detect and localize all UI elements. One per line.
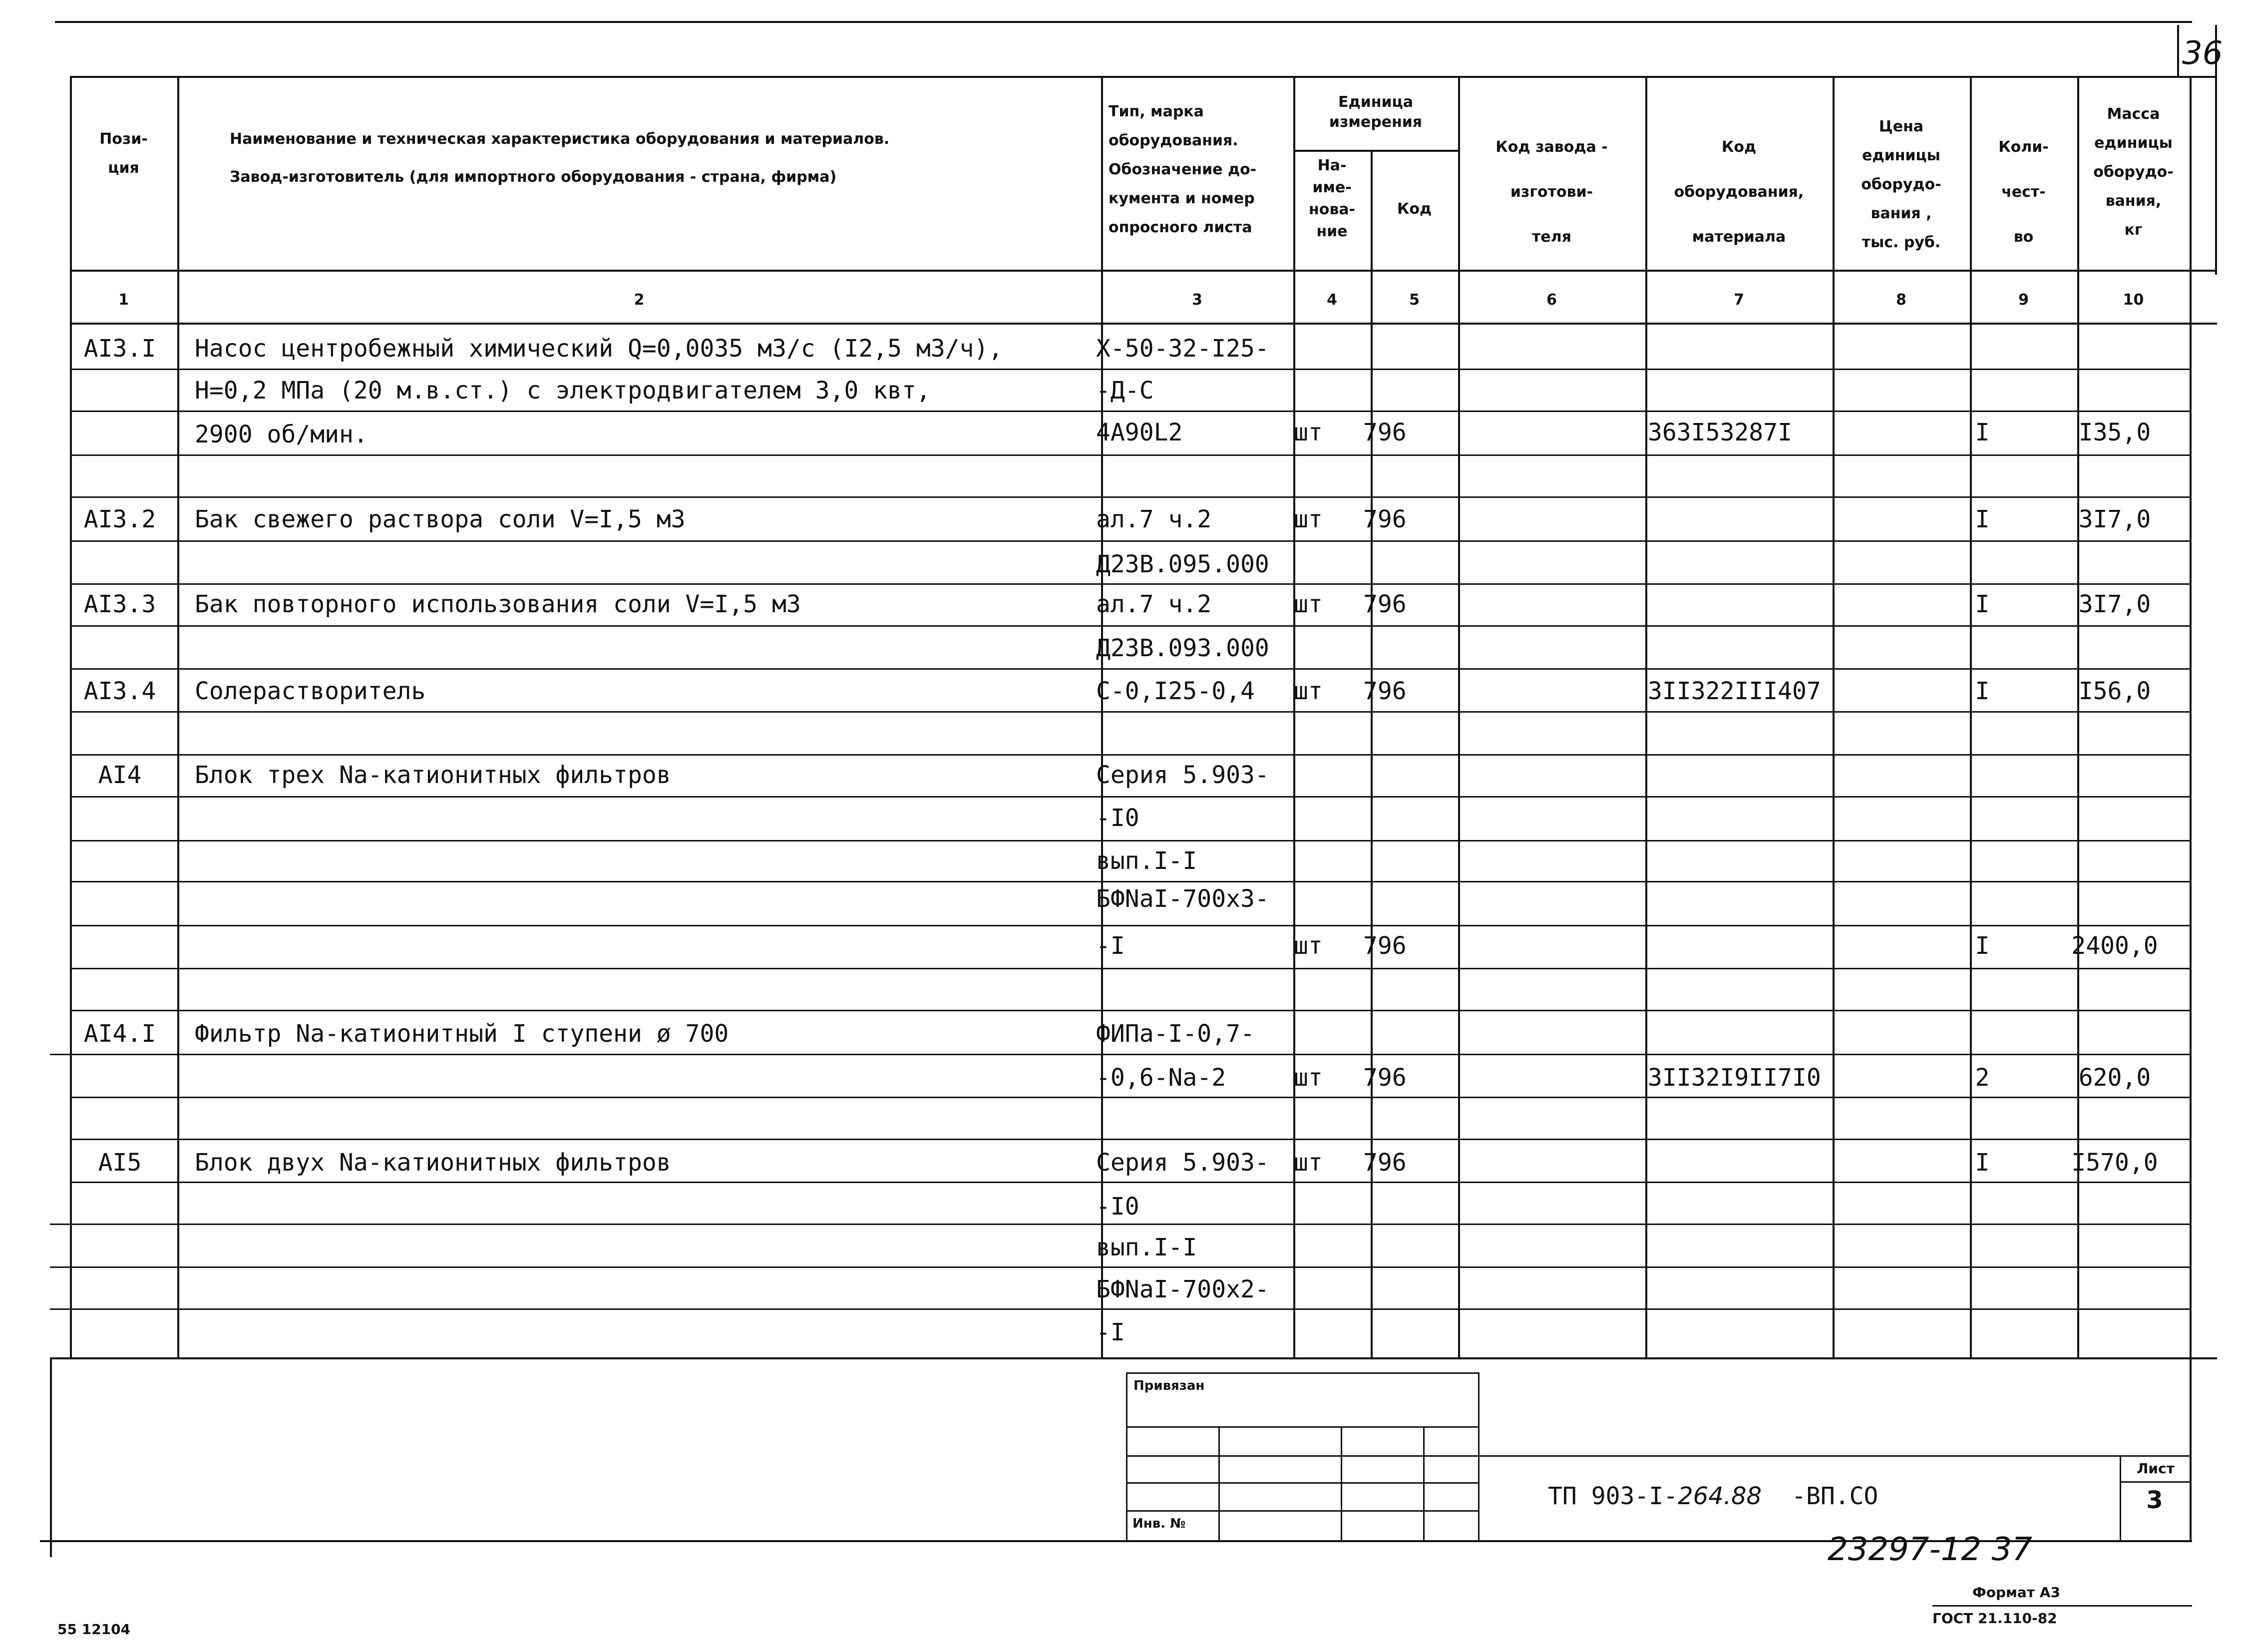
row-equipment-code: 3II32I9II7I0 — [1648, 1064, 1821, 1092]
row-equipment-code: 363I53287I — [1648, 418, 1792, 446]
row-unit-code: 796 — [1363, 590, 1407, 618]
row-name: Бак свежего раствора соли V=I,5 м3 — [195, 505, 686, 533]
sheet-mark: 36 — [2182, 35, 2223, 72]
frame-top-line — [70, 76, 2217, 78]
row-type: Х-50-32-I25- — [1096, 335, 1269, 363]
row-line — [70, 454, 2190, 456]
frame-stub — [50, 1357, 70, 1359]
sheet-number: 3 — [2146, 1486, 2163, 1514]
row-line — [70, 496, 2190, 498]
row-mass: I570,0 — [2071, 1149, 2158, 1177]
row-mass: 3I7,0 — [2078, 590, 2151, 618]
row-quantity: 2 — [1975, 1064, 1990, 1092]
column-number: 4 — [1327, 291, 1337, 309]
row-line — [70, 668, 2190, 670]
col-divider — [177, 76, 179, 1359]
row-line — [70, 583, 2190, 585]
column-number: 1 — [118, 291, 129, 309]
row-unit-code: 796 — [1363, 932, 1407, 960]
row-position: AI5 — [98, 1149, 142, 1177]
row-type: С-0,I25-0,4 — [1096, 677, 1255, 705]
row-type: вып.I-I — [1096, 847, 1197, 875]
row-type: -I — [1096, 1318, 1125, 1346]
row-name: 2900 об/мин. — [195, 420, 368, 448]
row-type: -Д-С — [1096, 377, 1154, 405]
row-mass: I35,0 — [2078, 418, 2151, 446]
sheet-mark-box-left — [2177, 25, 2179, 76]
row-type: БФNaI-700x3- — [1096, 885, 1269, 913]
header-unit-group: Единица измерения — [1329, 93, 1423, 131]
header-col2: Наименование и техническая характеристика оборудования и материалов. Завод-изготовитель (для импортного оборудования - страна, фирма) — [230, 130, 890, 186]
stamp-line — [1423, 1426, 1425, 1540]
column-number: 2 — [634, 291, 645, 309]
row-type: -I0 — [1096, 804, 1139, 832]
row-type: ал.7 ч.2 — [1096, 590, 1212, 618]
row-line — [50, 1224, 2190, 1225]
gost-label: ГОСТ 21.110-82 — [1932, 1610, 2057, 1627]
header-col3: Тип, марка оборудования. Обозначение до- кумента и номер опросного листа — [1109, 103, 1257, 236]
row-line — [70, 625, 2190, 627]
row-name: Блок двух Nа-катионитных фильтров — [195, 1149, 671, 1177]
row-position: AI3.I — [83, 335, 156, 363]
row-unit: шт — [1294, 677, 1323, 705]
row-type: -I0 — [1096, 1193, 1139, 1221]
row-type: вып.I-I — [1096, 1234, 1197, 1261]
row-position: AI4.I — [83, 1020, 156, 1048]
stamp-line — [1126, 1510, 1480, 1512]
row-unit: шт — [1294, 505, 1323, 533]
row-unit-code: 796 — [1363, 1149, 1407, 1177]
col-divider — [1833, 76, 1835, 1359]
row-mass: 2400,0 — [2071, 932, 2158, 960]
row-line — [50, 1308, 2190, 1310]
left-code: 55 12104 — [57, 1621, 131, 1638]
row-name: Насос центробежный химический Q=0,0035 м3/с (I2,5 м3/ч), — [195, 335, 1003, 363]
row-line — [70, 540, 2190, 542]
top-trim-line — [55, 21, 2192, 23]
header-col4: На- име- нова- ние — [1308, 157, 1356, 240]
title-line — [1478, 1455, 2190, 1457]
row-name: Н=0,2 МПа (20 м.в.ст.) с электродвигателем 3,0 квт, — [195, 377, 931, 405]
stamp-line — [1126, 1455, 1480, 1457]
row-type: Серия 5.903- — [1096, 761, 1269, 789]
colnum-bottom-line — [70, 323, 2217, 325]
table-bottom-line — [50, 1357, 2217, 1359]
unit-group-line — [1293, 150, 1458, 152]
stamp-line — [1126, 1426, 1480, 1428]
stamp-privyazan: Привязан — [1133, 1378, 1205, 1393]
format-label: Формат А3 — [1972, 1584, 2060, 1601]
row-line — [70, 1097, 2190, 1098]
header-col7: Код оборудования, материала — [1674, 138, 1804, 246]
row-name: Бак повторного использования соли V=I,5 м3 — [195, 590, 801, 618]
handwritten-number: 23297-12 37 — [1828, 1531, 2032, 1568]
row-line — [70, 711, 2190, 713]
sheet-label: Лист — [2137, 1460, 2175, 1477]
column-number: 5 — [1409, 291, 1420, 309]
row-quantity: I — [1975, 590, 1990, 618]
column-number: 3 — [1192, 291, 1202, 309]
row-line — [70, 369, 2190, 370]
frame-right-lower — [2190, 1357, 2192, 1542]
header-col6: Код завода - изготови- теля — [1495, 138, 1608, 246]
row-line — [50, 1054, 2190, 1055]
header-col1: Пози- ция — [99, 130, 148, 177]
row-unit: шт — [1294, 590, 1323, 618]
footer-line — [1932, 1605, 2192, 1607]
row-line — [70, 754, 2190, 756]
row-line — [70, 796, 2190, 798]
stamp-line — [1218, 1426, 1220, 1540]
stamp-line — [1126, 1372, 1480, 1374]
row-type: -I — [1096, 932, 1125, 960]
row-line — [70, 881, 2190, 882]
column-number: 8 — [1896, 291, 1906, 309]
row-type: Д23В.095.000 — [1096, 550, 1269, 578]
row-quantity: I — [1975, 418, 1990, 446]
row-unit: шт — [1294, 418, 1323, 446]
row-position: AI4 — [98, 761, 142, 789]
stamp-line — [1126, 1482, 1480, 1484]
row-type: Д23В.093.000 — [1096, 634, 1269, 662]
row-equipment-code: 3II322III407 — [1648, 677, 1821, 705]
row-position: AI3.4 — [83, 677, 156, 705]
row-unit: шт — [1294, 1149, 1323, 1177]
column-number: 9 — [2018, 291, 2029, 309]
frame-left-lower — [50, 1357, 52, 1557]
row-line — [70, 840, 2190, 841]
row-type: 4А90L2 — [1096, 418, 1183, 446]
row-line — [50, 1266, 2190, 1268]
row-mass: 620,0 — [2078, 1064, 2151, 1092]
column-number: 7 — [1734, 291, 1744, 309]
row-quantity: I — [1975, 677, 1990, 705]
row-name: Солерастворитель — [195, 677, 426, 705]
row-unit-code: 796 — [1363, 1064, 1407, 1092]
col-divider — [1458, 76, 1460, 1359]
row-mass: I56,0 — [2078, 677, 2151, 705]
row-line — [70, 1139, 2190, 1140]
header-col9: Коли- чест- во — [1998, 138, 2049, 246]
row-type: -0,6-Nа-2 — [1096, 1064, 1226, 1092]
row-type: БФNaI-700x2- — [1096, 1275, 1269, 1303]
row-unit: шт — [1294, 932, 1323, 960]
row-quantity: I — [1975, 932, 1990, 960]
row-unit-code: 796 — [1363, 677, 1407, 705]
row-quantity: I — [1975, 1149, 1990, 1177]
header-bottom-line — [70, 270, 2217, 272]
row-unit: шт — [1294, 1064, 1323, 1092]
header-col10: Масса единицы оборудо- вания, кг — [2093, 105, 2174, 239]
row-line — [70, 1182, 2190, 1183]
row-type: ФИПа-I-0,7- — [1096, 1020, 1255, 1048]
row-line — [70, 968, 2190, 969]
stamp-line — [1341, 1426, 1342, 1540]
row-unit-code: 796 — [1363, 505, 1407, 533]
row-name: Фильтр Nа-катионитный I ступени ø 700 — [195, 1020, 729, 1048]
row-name: Блок трех Nа-катионитных фильтров — [195, 761, 671, 789]
row-line — [70, 925, 2190, 926]
stamp-inv-no: Инв. № — [1132, 1516, 1186, 1531]
column-number: 10 — [2123, 291, 2144, 309]
row-line — [70, 1010, 2190, 1011]
column-number: 6 — [1546, 291, 1557, 309]
header-col5: Код — [1397, 200, 1432, 218]
document-code: ТП 903-I-264.88 -ВП.СО — [1548, 1482, 1878, 1510]
row-type: Серия 5.903- — [1096, 1149, 1269, 1177]
col-divider — [1645, 76, 1647, 1359]
row-unit-code: 796 — [1363, 418, 1407, 446]
frame-right-line — [2190, 76, 2192, 1359]
row-quantity: I — [1975, 505, 1990, 533]
row-mass: 3I7,0 — [2078, 505, 2151, 533]
row-line — [70, 411, 2190, 412]
header-col8: Цена единицы оборудо- вания , тыс. руб. — [1861, 118, 1941, 251]
title-line — [2120, 1481, 2190, 1483]
row-position: AI3.3 — [83, 590, 156, 618]
row-type: ал.7 ч.2 — [1096, 505, 1212, 533]
row-position: AI3.2 — [83, 505, 156, 533]
